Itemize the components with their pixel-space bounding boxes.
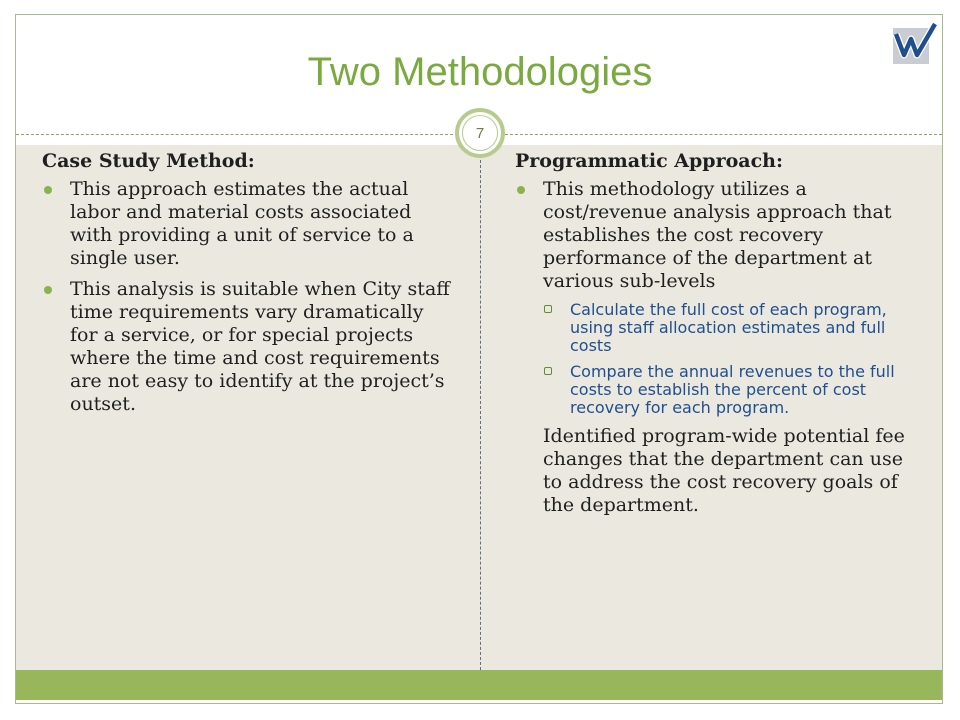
- continuation-text: Identified program-wide potential fee changes that the department can use to address the cost recovery goals of the department.: [543, 425, 905, 516]
- footer-bar: [16, 670, 942, 700]
- bullet-dot-icon: [44, 286, 52, 294]
- page-number-badge: [455, 108, 505, 158]
- square-bullet-icon: [544, 305, 552, 313]
- bullet-item: This analysis is suitable when City staff time requirements vary dramatically for a service, or for special projects where the time and cost requirements are not easy to identify at the project’s outset.: [42, 278, 454, 416]
- bullet-dot-icon: [44, 186, 52, 194]
- w-logo-icon: [893, 22, 939, 64]
- bullet-item: This approach estimates the actual labor and material costs associated with providing a unit of service to a single user.: [42, 178, 454, 270]
- sub-bullet-item: Calculate the full cost of each program, using staff allocation estimates and full costs: [543, 301, 927, 355]
- bullet-item: This methodology utilizes a cost/revenue analysis approach that establishes the cost recovery performance of the department at various sub-levels Calculate the full cost of each program, using staff allocation estimates and full costs Compare the annual revenues to the full costs to establish the percent of cost recovery for each program.: [515, 178, 927, 417]
- right-column: [515, 150, 927, 517]
- case-study-heading: Case Study Method:: [42, 150, 255, 172]
- page-number: 7: [462, 115, 498, 151]
- slide-title: Two Methodologies: [307, 50, 653, 94]
- square-bullet-icon: [544, 367, 552, 375]
- column-divider: [480, 155, 481, 670]
- programmatic-heading: Programmatic Approach:: [515, 150, 783, 172]
- left-column: [42, 150, 454, 424]
- sub-bullet-item: Compare the annual revenues to the full costs to establish the percent of cost recovery for each program.: [543, 363, 927, 417]
- bullet-dot-icon: [517, 186, 525, 194]
